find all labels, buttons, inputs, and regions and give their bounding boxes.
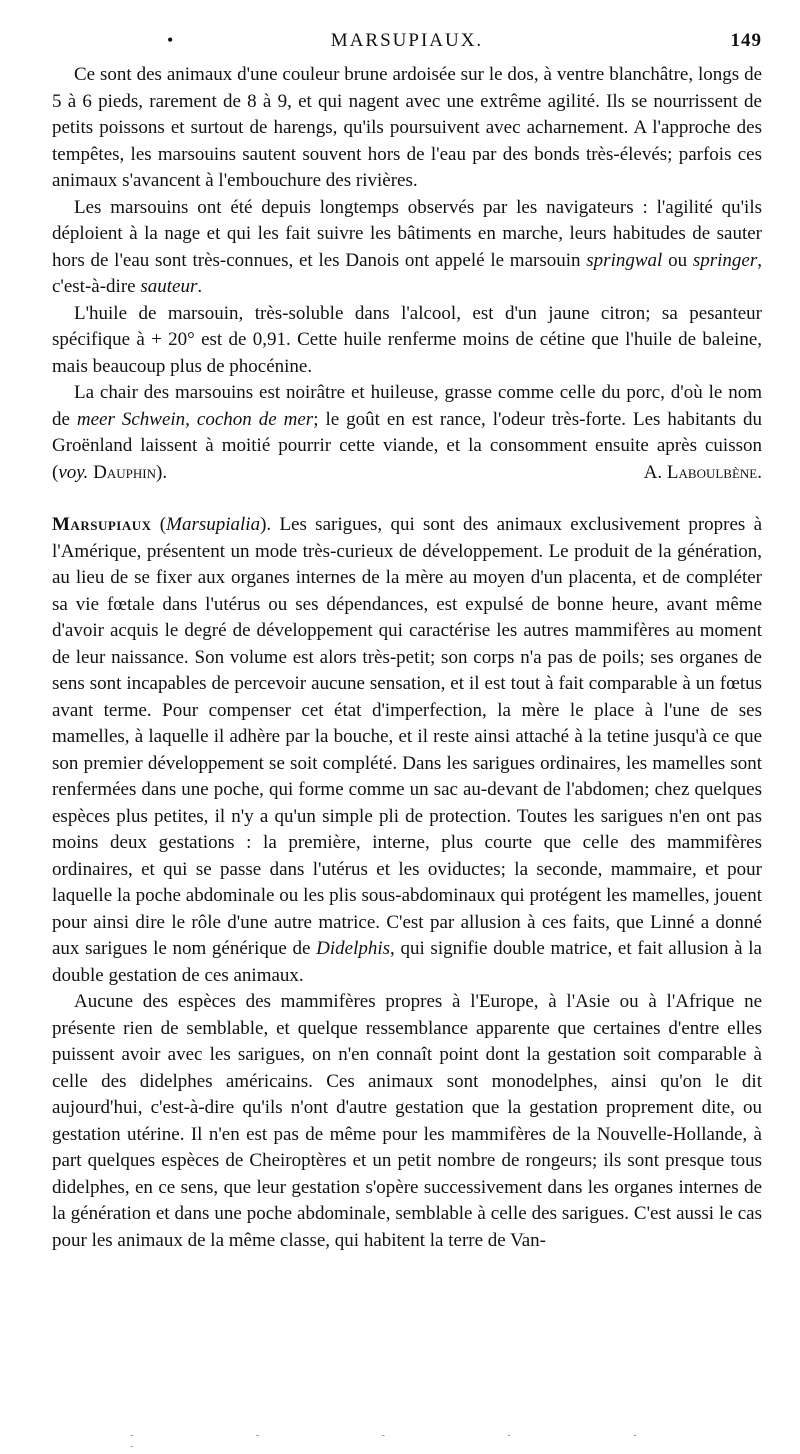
- marsupiaux-paragraph-2: Aucune des espèces des mammifères propres à l'Europe, à l'Asie ou à l'Afrique ne présente rien de semblable, et quelque ressemblance apparente que certaines d'entre elles puissent avoir avec les sarigues, on n'en connaît point dont la gestation soit comparable à celle des didelphes américains. Ces animaux sont monodelphes, ainsi qu'on le dit aujourd'hui, c'est-à-dire qu'ils n'ont d'autre gestation que la gestation proprement dite, ou gestation utérine. Il n'en est pas de même pour les mammifères de la Nouvelle-Hollande, à part quelques espèces de Cheiroptères et un petit nombre de rongeurs; ils sont presque tous didelphes, en ce sens, que leur gestation s'opère successivement dans les organes internes de la génération et dans une poche abdominale, semblable à celle des sarigues. C'est aussi le cas pour les animaux de la même classe, qui habitent la terre de Van-: [52, 991, 762, 1251]
- text-run: ).: [260, 514, 280, 535]
- marsouin-paragraph-1: Ce sont des animaux d'une couleur brune ardoisée sur le dos, à ventre blanchâtre, longs de 5 à 6 pieds, rarement de 8 à 9, et qui nagent avec une extrême agilité. Ils se nourrissent de petits poissons et surtout de harengs, qu'ils poursuivent avec acharnement. A l'approche des tempêtes, les marsouins sautent souvent hors de l'eau par des bonds très-élevés; parfois ces animaux s'avancent à l'embouchure des rivières.: [52, 64, 762, 191]
- italic-term: springer: [692, 249, 758, 271]
- running-head: [52, 28, 762, 62]
- text-run: ou: [662, 249, 693, 271]
- text-run: ; le goût en est rance, l'odeur très-forte. Les habitants du Groënland laissent à moitié pourrir cette viande, et la consomment ensuite après cuisson (: [52, 408, 762, 483]
- italic-term: springwal: [586, 249, 663, 271]
- header-bullet: •: [167, 30, 175, 50]
- text-run: ).: [156, 461, 168, 483]
- page-title: MARSUPIAUX.: [330, 30, 484, 51]
- page: [52, 28, 762, 1254]
- marsouin-paragraph-3: L'huile de marsouin, très-soluble dans l'alcool, est d'un jaune citron; sa pesanteur spécifique à + 20° est de 0,91. Cette huile renferme moins de cétine que l'huile de baleine, mais beaucoup plus de phocénine.: [52, 302, 762, 377]
- latin-name: Marsupialia: [166, 514, 261, 535]
- entry-headword: Marsupiaux: [52, 514, 152, 535]
- italic-term: Didelphis: [316, 938, 391, 959]
- text-run: Les sarigues, qui sont des animaux exclusivement propres à l'Amérique, présentent un mode très-curieux de développement. Le produit de la génération, au lieu de se fixer aux organes internes de la mère au moyen d'un placenta, et de compléter sa vie fœtale dans l'utérus ou ses dépendances, est expulsé de bonne heure, avant même d'avoir acquis le degré de développement qui caractérise les autres mammifères au moment de leur naissance. Son volume est alors très-petit; son corps n'a pas de poils; ses organes de sens sont incapables de percevoir aucune sensation, et il est tout à fait comparable à un fœtus avant terme. Pour compenser cet état d'imperfection, la mère le place à l'une de ses mamelles, à laquelle il adhère par la bouche, et il reste ainsi attaché à la tetine jusqu'à ce que son premier développement se soit complété. Dans les sarigues ordinaires, les mamelles sont renfermées dans une poche, qui forme comme un sac au-devant de l'abdomen; chez quelques espèces plus petites, il n'y a qu'un simple pli de protection. Toutes les sarigues n'en ont pas moins deux gestations : la première, interne, plus courte que celle des mammifères ordinaires, et qui se passe dans l'utérus et les oviductes; la seconde, mammaire, et pour laquelle la poche abdominale ou les plis sous-abdominaux qui protégent les mamelles, jouent pour ainsi dire le rôle d'une autre matrice. C'est par allusion à ces faits, que Linné a donné aux sarigues le nom générique de: [52, 514, 763, 959]
- text-run: , qui signifie double matrice, et fait allusion à la double gestation de ces animaux.: [52, 938, 762, 986]
- cross-reference: Dauphin: [88, 461, 156, 483]
- text-run: Les marsouins ont été depuis longtemps observés par les navigateurs : l'agilité qu'ils déploient à la nage et qui les fait suivre les bâtiments en marche, leurs habitudes de sauter hors de l'eau sont très-connues, et les Danois ont appelé le marsouin: [52, 196, 762, 271]
- marsouin-paragraph-4: [52, 380, 762, 486]
- section-gap: [52, 486, 762, 512]
- footer-marks: - - - - - -: [130, 1430, 697, 1452]
- italic-term: meer Schwein, cochon de mer: [76, 408, 314, 430]
- italic-term: sauteur: [140, 276, 198, 297]
- text-run: (: [151, 514, 167, 535]
- text-run: La chair des marsouins est noirâtre et huileuse, grasse comme celle du porc, d'où le nom de: [52, 382, 762, 430]
- italic-term: voy.: [58, 461, 89, 483]
- marsupiaux-paragraph-1: [52, 512, 762, 989]
- text-run: .: [197, 276, 203, 297]
- text-run: , c'est-à-dire: [52, 249, 762, 297]
- page-number: 149: [730, 30, 762, 51]
- marsouin-paragraph-2: [52, 195, 762, 301]
- author-signature: A. Laboulbène.: [643, 461, 762, 483]
